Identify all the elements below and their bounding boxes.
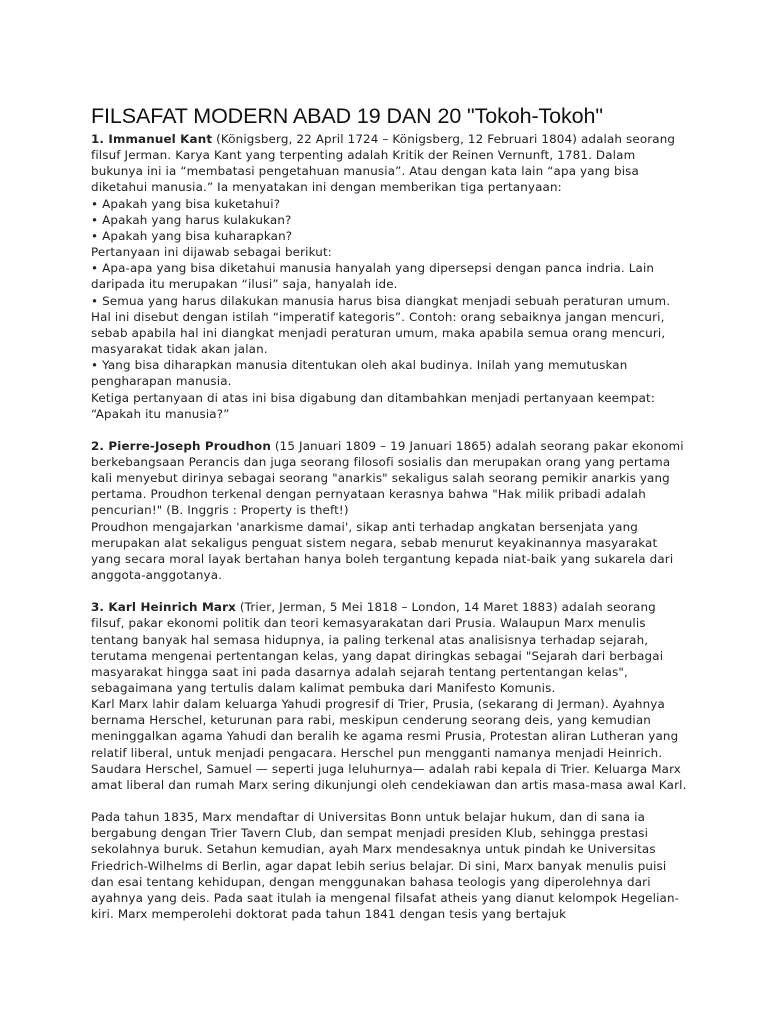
marx-education-paragraph: Pada tahun 1835, Marx mendaftar di Universitas Bonn untuk belajar hukum, dan di sana ia bergabung dengan Trier Tavern Club, dan sempat menjadi presiden Klub, sehingga prestasi sekolahnya buruk. Setahun kemudian, ayah Marx mendesaknya untuk pindah ke Universitas Friedrich-Wilhelms di Berlin, agar dapat lebih serius belajar. Di sini, Marx banyak menulis puisi dan esai tentang kehidupan, dengan menggunakan bahasa teologis yang diperolehnya dari ayahnya yang deis. Pada saat itulah ia mengenal filsafat atheis yang dianut kelompok Hegelian-kiri. Marx memperolehi doktorat pada tahun 1841 dengan tesis yang bertajuk bbox=[91, 810, 680, 922]
kant-answers-list bbox=[91, 260, 691, 389]
proudhon-paragraph: Proudhon mengajarkan 'anarkisme damai', sikap anti terhadap angkatan bersenjata yang merupakan alat sekaligus penguat sistem negara, sebab menurut keyakinannya masyarakat yang secara moral layak bertahan hanya boleh tergantung kepada niat-baik yang sukarela dari anggota-anggotanya. bbox=[91, 519, 674, 583]
kant-questions-list bbox=[91, 196, 691, 244]
kant-answer-intro: Pertanyaan ini dijawab sebagai berikut: bbox=[91, 245, 332, 260]
kant-intro-paragraph bbox=[91, 131, 691, 196]
marx-heading: 3. Karl Heinrich Marx bbox=[91, 600, 236, 615]
paragraph-spacer bbox=[91, 793, 691, 809]
kant-closing-paragraph: Ketiga pertanyaan di atas ini bisa digabung dan ditambahkan menjadi pertanyaan keempat: “Apakah itu manusia?” bbox=[91, 390, 656, 421]
section-spacer bbox=[91, 422, 691, 438]
proudhon-intro-paragraph bbox=[91, 438, 691, 519]
marx-intro-text: (Trier, Jerman, 5 Mei 1818 – London, 14 Maret 1883) adalah seorang filsuf, pakar ekonomi politik dan teori kemasyarakatan dari Prusia. Walaupun Marx menulis tentang banyak hal semasa hidupnya, ia paling terkenal atas analisisnya terhadap sejarah, terutama mengenai pertentangan kelas, yang dapat diringkas sebagai "Sejarah dari berbagai masyarakat hingga saat ini pada dasarnya adalah sejarah tentang pertentangan kelas", sebagaimana yang tertulis dalam kalimat pembuka dari Manifesto Komunis. bbox=[91, 600, 664, 695]
kant-heading: 1. Immanuel Kant bbox=[91, 132, 213, 146]
page-title: FILSAFAT MODERN ABAD 19 DAN 20 "Tokoh-Tokoh" bbox=[91, 104, 603, 128]
kant-question-item: • Apakah yang bisa kuharapkan? bbox=[91, 228, 691, 244]
marx-intro-paragraph bbox=[91, 599, 691, 696]
proudhon-heading: 2. Pierre-Joseph Proudhon bbox=[91, 438, 271, 453]
kant-question-item: • Apakah yang bisa kuketahui? bbox=[91, 196, 691, 212]
kant-intro-text: (Königsberg, 22 April 1724 – Königsberg, 12 Februari 1804) adalah seorang filsuf Jerman. Karya Kant yang terpenting adalah Kritik der Reinen Vernunft, 1781. Dalam bukunya ini ia “membatasi pengetahuan manusia”. Atau dengan kata lain “apa yang bisa diketahui manusia.” Ia menyatakan ini dengan memberikan tiga pertanyaan: bbox=[91, 132, 676, 195]
marx-family-paragraph: Karl Marx lahir dalam keluarga Yahudi progresif di Trier, Prusia, (sekarang di Jerman). Ayahnya bernama Herschel, keturunan para rabi, meskipun cenderung seorang deis, yang kemudian meninggalkan agama Yahudi dan beralih ke agama resmi Prusia, Protestan aliran Lutheran yang relatif liberal, untuk menjadi pengacara. Herschel pun mengganti namanya menjadi Heinrich. Saudara Herschel, Samuel — seperti juga leluhurnya— adalah rabi kepala di Trier. Keluarga Marx amat liberal dan rumah Marx sering dikunjungi oleh cendekiawan dan artis masa-masa awal Karl. bbox=[91, 697, 687, 792]
kant-answer-item: • Semua yang harus dilakukan manusia harus bisa diangkat menjadi sebuah peraturan umum. Hal ini disebut dengan istilah “imperatif kategoris”. Contoh: orang sebaiknya jangan mencuri, sebab apabila hal ini diangkat menjadi peraturan umum, maka apabila semua orang mencuri, masyarakat tidak akan jalan. bbox=[91, 293, 691, 358]
proudhon-intro-text: (15 Januari 1809 – 19 Januari 1865) adalah seorang pakar ekonomi berkebangsaan Perancis dan juga seorang filosofi sosialis dan merupakan orang yang pertama kali menyebut dirinya sebagai seorang "anarkis" sekaligus salah seorang pemikir anarkis yang pertama. Proudhon terkenal dengan pernyataan kerasnya bahwa "Hak milik pribadi adalah pencurian!" (B. Inggris : Property is theft!) bbox=[91, 438, 684, 518]
kant-answer-item: • Apa-apa yang bisa diketahui manusia hanyalah yang dipersepsi dengan panca indria. Lain daripada itu merupakan “ilusi” saja, hanyalah ide. bbox=[91, 260, 691, 292]
section-spacer bbox=[91, 583, 691, 599]
document-body bbox=[91, 103, 691, 922]
kant-question-item: • Apakah yang harus kulakukan? bbox=[91, 212, 691, 228]
kant-answer-item: • Yang bisa diharapkan manusia ditentukan oleh akal budinya. Inilah yang memutuskan pengharapan manusia. bbox=[91, 357, 691, 389]
